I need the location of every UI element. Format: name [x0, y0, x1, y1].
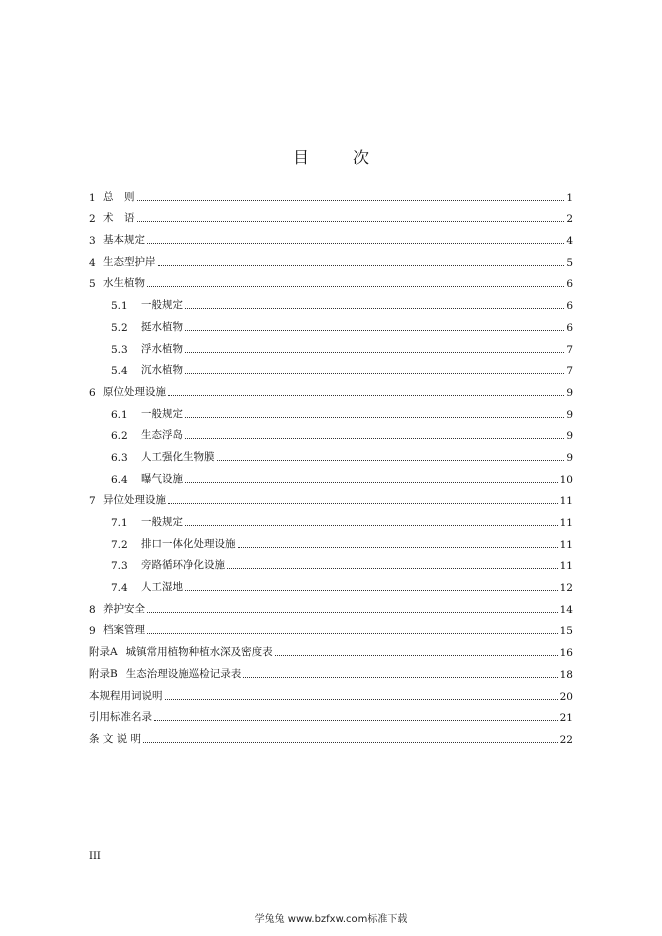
toc-leader-dots: [168, 394, 564, 396]
toc-entry-page: 9: [566, 386, 573, 399]
toc-leader-dots: [185, 372, 564, 374]
toc-leader-dots: [185, 481, 558, 483]
toc-entry-title: 引用标准名录: [89, 711, 152, 724]
toc-entry-page: 12: [559, 582, 573, 595]
toc-entry-number: 5.3: [111, 343, 128, 356]
toc-leader-dots: [147, 285, 564, 287]
toc-leader-dots: [147, 611, 558, 613]
toc-entry-page: 11: [559, 538, 573, 551]
toc-entry[interactable]: [89, 182, 573, 204]
toc-entry-number: 7.3: [111, 560, 128, 573]
footer-watermark: 学兔兔 www.bzfxw.com标准下载: [254, 914, 408, 925]
toc-entry-title: 排口一体化处理设施: [141, 537, 236, 550]
toc-entry[interactable]: [89, 616, 573, 638]
toc-entry-title: 生态浮岛: [141, 429, 183, 442]
toc-entry-number: 8: [89, 603, 96, 616]
toc-entry-title: 一般规定: [141, 299, 183, 312]
toc-entry-number: 5: [89, 278, 96, 291]
toc-entry-title: 养护安全: [103, 602, 145, 615]
toc-entry[interactable]: [89, 551, 573, 573]
toc-entry-number: 2: [89, 213, 96, 226]
toc-entry-page: 15: [559, 625, 573, 638]
toc-entry-page: 2: [566, 213, 573, 226]
toc-entry-title: 人工湿地: [141, 581, 183, 594]
toc-leader-dots: [168, 502, 558, 504]
toc-entry[interactable]: [89, 204, 573, 226]
toc-entry[interactable]: [89, 377, 573, 399]
toc-entry-number: 6.4: [111, 473, 128, 486]
toc-entry[interactable]: [89, 225, 573, 247]
toc-entry-page: 9: [566, 451, 573, 464]
toc-entry-number: 1: [89, 191, 96, 204]
toc-leader-dots: [275, 654, 558, 656]
toc-entry-title: 原位处理设施: [103, 385, 166, 398]
toc-entry[interactable]: [89, 356, 573, 378]
toc-entry-title: 档案管理: [103, 624, 145, 637]
toc-entry-page: 7: [566, 365, 573, 378]
toc-entry-title: 旁路循环净化设施: [141, 559, 225, 572]
toc-entry-title: 本规程用词说明: [89, 689, 163, 702]
toc-entry-page: 21: [559, 712, 573, 725]
toc-entry[interactable]: [89, 637, 573, 659]
toc-entry-title: 条 文 说 明: [89, 732, 142, 745]
toc-leader-dots: [154, 719, 558, 721]
toc-entry-page: 4: [566, 235, 573, 248]
toc-entry[interactable]: [89, 659, 573, 681]
toc-entry-title: 一般规定: [141, 407, 183, 420]
toc-entry[interactable]: [89, 399, 573, 421]
toc-entry-page: 5: [566, 256, 573, 269]
toc-entry-page: 22: [559, 733, 573, 746]
toc-entry-title: 术 语: [103, 212, 135, 225]
table-of-contents: [89, 182, 573, 746]
toc-entry-page: 9: [566, 408, 573, 421]
toc-entry-number: 7: [89, 495, 96, 508]
toc-leader-dots: [137, 199, 565, 201]
toc-entry[interactable]: [89, 681, 573, 703]
toc-entry-page: 11: [559, 495, 573, 508]
toc-entry[interactable]: [89, 703, 573, 725]
toc-entry[interactable]: [89, 594, 573, 616]
toc-entry-number: 7.2: [111, 538, 128, 551]
toc-entry-title: 总 则: [103, 190, 135, 203]
toc-entry-page: 9: [566, 430, 573, 443]
toc-entry[interactable]: [89, 269, 573, 291]
toc-entry[interactable]: [89, 572, 573, 594]
toc-entry-title: 基本规定: [103, 234, 145, 247]
toc-entry[interactable]: [89, 312, 573, 334]
page-title: 目 次: [292, 148, 383, 167]
toc-entry-number: 附录A: [89, 646, 118, 659]
toc-entry[interactable]: [89, 529, 573, 551]
toc-entry-number: 7.4: [111, 582, 128, 595]
toc-entry-title: 城镇常用植物种植水深及密度表: [125, 646, 273, 659]
toc-leader-dots: [185, 416, 564, 418]
toc-entry-number: 附录B: [89, 667, 118, 680]
toc-entry-number: 5.1: [111, 300, 128, 313]
toc-entry-page: 14: [559, 603, 573, 616]
toc-leader-dots: [227, 567, 558, 569]
toc-leader-dots: [143, 741, 558, 743]
toc-entry-title: 生态型护岸: [103, 255, 156, 268]
toc-leader-dots: [165, 698, 558, 700]
toc-entry-title: 挺水植物: [141, 320, 183, 333]
toc-entry-number: 6.1: [111, 408, 128, 421]
toc-entry-number: 3: [89, 235, 96, 248]
toc-entry-page: 11: [559, 560, 573, 573]
toc-leader-dots: [158, 264, 565, 266]
toc-entry-number: 6.2: [111, 430, 128, 443]
toc-entry[interactable]: [89, 442, 573, 464]
toc-entry[interactable]: [89, 334, 573, 356]
toc-entry-page: 6: [566, 278, 573, 291]
toc-leader-dots: [217, 459, 565, 461]
toc-entry-page: 10: [559, 473, 573, 486]
toc-entry-page: 1: [566, 191, 573, 204]
toc-leader-dots: [238, 546, 558, 548]
toc-entry-page: 7: [566, 343, 573, 356]
toc-entry[interactable]: [89, 464, 573, 486]
toc-leader-dots: [185, 589, 558, 591]
toc-entry-title: 人工强化生物膜: [141, 450, 215, 463]
toc-entry-title: 曝气设施: [141, 472, 183, 485]
toc-leader-dots: [185, 524, 558, 526]
toc-entry-title: 沉水植物: [141, 364, 183, 377]
toc-entry-number: 5.4: [111, 365, 128, 378]
toc-leader-dots: [147, 242, 564, 244]
toc-leader-dots: [185, 329, 564, 331]
toc-leader-dots: [243, 676, 557, 678]
toc-entry-title: 浮水植物: [141, 342, 183, 355]
toc-entry-number: 6.3: [111, 451, 128, 464]
toc-entry-title: 异位处理设施: [103, 494, 166, 507]
toc-leader-dots: [185, 351, 564, 353]
toc-entry-number: 6: [89, 386, 96, 399]
toc-entry-page: 6: [566, 300, 573, 313]
toc-entry-title: 一般规定: [141, 516, 183, 528]
toc-leader-dots: [185, 307, 564, 309]
toc-leader-dots: [137, 220, 565, 222]
toc-entry-page: 18: [559, 668, 573, 681]
toc-entry-page: 11: [559, 517, 573, 529]
toc-leader-dots: [147, 632, 558, 634]
toc-leader-dots: [185, 437, 564, 439]
toc-entry[interactable]: [89, 724, 573, 746]
toc-entry[interactable]: [89, 290, 573, 312]
toc-entry-title: 生态治理设施巡检记录表: [125, 667, 242, 680]
toc-entry-page: 20: [559, 690, 573, 703]
toc-entry-page: 6: [566, 321, 573, 334]
toc-entry[interactable]: [89, 507, 573, 529]
toc-entry-number: 4: [89, 256, 96, 269]
toc-entry[interactable]: [89, 247, 573, 269]
toc-entry-page: 16: [559, 647, 573, 660]
toc-entry-number: 9: [89, 625, 96, 638]
toc-entry-title: 水生植物: [103, 277, 145, 290]
toc-entry[interactable]: [89, 421, 573, 443]
toc-entry-number: 7.1: [111, 517, 128, 529]
toc-entry[interactable]: [89, 486, 573, 508]
toc-entry-number: 5.2: [111, 321, 128, 334]
page-number: III: [89, 851, 101, 862]
